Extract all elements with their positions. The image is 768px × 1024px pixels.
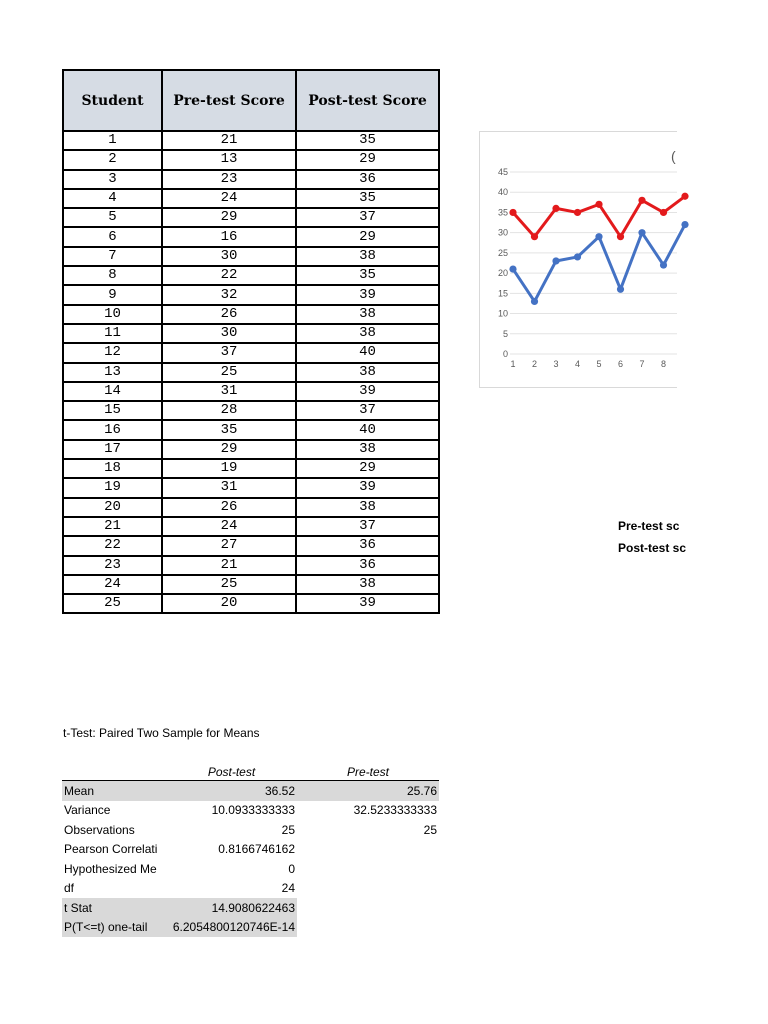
post-test-cell: 35 bbox=[296, 131, 439, 150]
y-tick-label: 0 bbox=[502, 349, 508, 359]
y-tick-label: 15 bbox=[497, 288, 508, 299]
table-row bbox=[63, 556, 439, 575]
table-row bbox=[63, 517, 439, 536]
scores-header-row bbox=[63, 70, 439, 131]
table-row bbox=[63, 324, 439, 343]
post-test-cell: 39 bbox=[296, 594, 439, 613]
ttest-post-value: 14.9080622463 bbox=[166, 898, 297, 918]
post-test-cell: 36 bbox=[296, 170, 439, 189]
ttest-post-value: 36.52 bbox=[166, 781, 297, 801]
post-test-cell: 38 bbox=[296, 575, 439, 594]
ttest-table bbox=[62, 763, 439, 937]
pre-test-cell: 16 bbox=[162, 227, 296, 246]
table-row bbox=[63, 189, 439, 208]
data-point bbox=[638, 229, 645, 236]
y-tick-label: 40 bbox=[497, 187, 508, 198]
table-row bbox=[63, 382, 439, 401]
table-row bbox=[63, 170, 439, 189]
y-tick-label: 45 bbox=[497, 167, 508, 177]
ttest-header-row bbox=[62, 763, 439, 781]
ttest-post-value: 10.0933333333 bbox=[211, 803, 295, 818]
student-cell: 24 bbox=[63, 575, 162, 594]
student-cell: 18 bbox=[63, 459, 162, 478]
post-test-cell: 29 bbox=[296, 227, 439, 246]
data-point bbox=[681, 221, 688, 228]
pre-test-cell: 32 bbox=[162, 285, 296, 304]
table-row bbox=[63, 363, 439, 382]
pre-test-cell: 21 bbox=[162, 556, 296, 575]
pre-test-cell: 27 bbox=[162, 536, 296, 555]
post-test-cell: 29 bbox=[296, 459, 439, 478]
student-cell: 25 bbox=[63, 594, 162, 613]
ttest-row bbox=[62, 859, 439, 879]
post-test-cell: 38 bbox=[296, 498, 439, 517]
table-row bbox=[63, 459, 439, 478]
pre-test-cell: 28 bbox=[162, 401, 296, 420]
scores-table bbox=[62, 69, 440, 614]
ttest-label: Pearson Correlati bbox=[64, 842, 158, 857]
table-row bbox=[63, 594, 439, 613]
y-tick-label: 30 bbox=[497, 227, 508, 238]
pre-test-cell: 24 bbox=[162, 517, 296, 536]
header-post-test-score: Post-test Score bbox=[296, 70, 439, 131]
ttest-post-value: 24 bbox=[281, 881, 295, 896]
data-point bbox=[531, 298, 538, 305]
pre-test-cell: 21 bbox=[162, 131, 296, 150]
ttest-post-value: 6.2054800120746E-14 bbox=[166, 918, 297, 938]
post-test-cell: 29 bbox=[296, 150, 439, 169]
pre-test-cell: 37 bbox=[162, 343, 296, 362]
ttest-post-value: 0 bbox=[288, 861, 295, 876]
student-cell: 20 bbox=[63, 498, 162, 517]
pre-test-cell: 26 bbox=[162, 305, 296, 324]
student-cell: 13 bbox=[63, 363, 162, 382]
x-tick-label: 5 bbox=[596, 359, 602, 369]
post-test-cell: 36 bbox=[296, 536, 439, 555]
ttest-header-pre-test: Pre-test bbox=[297, 763, 439, 781]
ttest-label: Variance bbox=[64, 803, 111, 818]
x-tick-label: 7 bbox=[639, 359, 645, 369]
ttest-pre-value bbox=[297, 859, 439, 879]
data-point bbox=[509, 209, 516, 216]
student-cell: 6 bbox=[63, 227, 162, 246]
post-test-cell: 37 bbox=[296, 517, 439, 536]
ttest-post-value: 25 bbox=[281, 822, 295, 837]
post-test-cell: 38 bbox=[296, 363, 439, 382]
table-row bbox=[63, 401, 439, 420]
student-cell: 5 bbox=[63, 208, 162, 227]
pre-test-cell: 26 bbox=[162, 498, 296, 517]
data-point bbox=[595, 201, 602, 208]
pre-test-cell: 31 bbox=[162, 382, 296, 401]
ttest-label: t Stat bbox=[62, 898, 166, 918]
ttest-pre-value: 25 bbox=[423, 822, 437, 837]
pre-test-cell: 30 bbox=[162, 324, 296, 343]
legend-post-test-label: Post-test sc bbox=[618, 541, 687, 555]
table-row bbox=[63, 575, 439, 594]
table-row bbox=[63, 227, 439, 246]
pre-test-cell: 24 bbox=[162, 189, 296, 208]
ttest-label: Observations bbox=[64, 822, 135, 837]
y-tick-label: 10 bbox=[497, 308, 508, 319]
table-row bbox=[63, 266, 439, 285]
chart-title: ( bbox=[671, 148, 676, 164]
student-cell: 15 bbox=[63, 401, 162, 420]
ttest-row bbox=[62, 840, 439, 860]
x-tick-label: 6 bbox=[617, 359, 624, 369]
table-row bbox=[63, 150, 439, 169]
ttest-label: P(T<=t) one-tail bbox=[62, 918, 166, 938]
post-test-cell: 39 bbox=[296, 285, 439, 304]
ttest-row bbox=[62, 918, 439, 938]
table-row bbox=[63, 305, 439, 324]
x-tick-label: 4 bbox=[574, 359, 581, 369]
student-cell: 1 bbox=[63, 131, 162, 150]
ttest-row bbox=[62, 879, 439, 899]
student-cell: 14 bbox=[63, 382, 162, 401]
student-cell: 7 bbox=[63, 247, 162, 266]
data-point bbox=[660, 209, 667, 216]
data-point bbox=[552, 205, 559, 212]
ttest-label: Mean bbox=[62, 781, 166, 801]
ttest-row bbox=[62, 801, 439, 821]
data-point bbox=[638, 197, 645, 204]
pre-test-cell: 35 bbox=[162, 420, 296, 439]
post-test-cell: 40 bbox=[296, 343, 439, 362]
pre-test-cell: 20 bbox=[162, 594, 296, 613]
post-test-cell: 38 bbox=[296, 247, 439, 266]
student-cell: 22 bbox=[63, 536, 162, 555]
line-chart-svg bbox=[480, 132, 677, 387]
data-point bbox=[574, 209, 581, 216]
table-row bbox=[63, 131, 439, 150]
ttest-row bbox=[62, 898, 439, 918]
data-point bbox=[509, 265, 516, 272]
data-point bbox=[552, 257, 559, 264]
post-test-cell: 35 bbox=[296, 189, 439, 208]
pre-test-cell: 13 bbox=[162, 150, 296, 169]
ttest-header-blank bbox=[62, 763, 166, 781]
pre-test-cell: 31 bbox=[162, 478, 296, 497]
post-test-cell: 40 bbox=[296, 420, 439, 439]
ttest-pre-value bbox=[297, 898, 439, 918]
table-row bbox=[63, 285, 439, 304]
x-tick-label: 3 bbox=[553, 359, 559, 369]
post-test-cell: 39 bbox=[296, 478, 439, 497]
ttest-pre-value bbox=[297, 879, 439, 899]
student-cell: 9 bbox=[63, 285, 162, 304]
pre-test-cell: 19 bbox=[162, 459, 296, 478]
data-point bbox=[617, 286, 624, 293]
post-test-cell: 38 bbox=[296, 440, 439, 459]
student-cell: 17 bbox=[63, 440, 162, 459]
student-cell: 11 bbox=[63, 324, 162, 343]
ttest-label: Hypothesized Me bbox=[64, 861, 157, 876]
data-point bbox=[681, 193, 688, 200]
table-row bbox=[63, 478, 439, 497]
ttest-label: df bbox=[64, 881, 75, 896]
table-row bbox=[63, 208, 439, 227]
table-row bbox=[63, 343, 439, 362]
ttest-title: t-Test: Paired Two Sample for Means bbox=[63, 726, 260, 740]
post-test-cell: 37 bbox=[296, 401, 439, 420]
pre-test-cell: 29 bbox=[162, 208, 296, 227]
ttest-row bbox=[62, 781, 439, 801]
student-cell: 23 bbox=[63, 556, 162, 575]
student-cell: 21 bbox=[63, 517, 162, 536]
post-test-cell: 39 bbox=[296, 382, 439, 401]
pre-test-cell: 25 bbox=[162, 575, 296, 594]
legend-pre-test-label: Pre-test sc bbox=[618, 519, 680, 533]
y-tick-label: 5 bbox=[502, 328, 508, 339]
student-cell: 19 bbox=[63, 478, 162, 497]
table-row bbox=[63, 440, 439, 459]
data-point bbox=[531, 233, 538, 240]
data-point bbox=[660, 261, 667, 268]
student-cell: 16 bbox=[63, 420, 162, 439]
student-cell: 12 bbox=[63, 343, 162, 362]
header-pre-test-score: Pre-test Score bbox=[162, 70, 296, 131]
student-cell: 4 bbox=[63, 189, 162, 208]
y-tick-label: 25 bbox=[497, 247, 508, 258]
line-chart bbox=[479, 131, 677, 388]
ttest-pre-value: 32.5233333333 bbox=[353, 803, 437, 818]
ttest-row bbox=[62, 820, 439, 840]
ttest-pre-value bbox=[297, 918, 439, 938]
ttest-pre-value: 25.76 bbox=[297, 781, 439, 801]
table-row bbox=[63, 420, 439, 439]
student-cell: 10 bbox=[63, 305, 162, 324]
post-test-cell: 36 bbox=[296, 556, 439, 575]
data-point bbox=[617, 233, 624, 240]
data-point bbox=[574, 253, 581, 260]
student-cell: 3 bbox=[63, 170, 162, 189]
post-test-cell: 37 bbox=[296, 208, 439, 227]
ttest-header-post-test: Post-test bbox=[166, 763, 297, 781]
post-test-cell: 38 bbox=[296, 305, 439, 324]
table-row bbox=[63, 247, 439, 266]
table-row bbox=[63, 498, 439, 517]
x-tick-label: 8 bbox=[660, 359, 667, 369]
y-tick-label: 20 bbox=[497, 268, 508, 279]
student-cell: 8 bbox=[63, 266, 162, 285]
table-row bbox=[63, 536, 439, 555]
student-cell: 2 bbox=[63, 150, 162, 169]
pre-test-cell: 22 bbox=[162, 266, 296, 285]
data-point bbox=[595, 233, 602, 240]
post-test-cell: 35 bbox=[296, 266, 439, 285]
pre-test-cell: 23 bbox=[162, 170, 296, 189]
pre-test-cell: 30 bbox=[162, 247, 296, 266]
x-tick-label: 2 bbox=[531, 359, 538, 369]
pre-test-cell: 29 bbox=[162, 440, 296, 459]
x-tick-label: 1 bbox=[510, 359, 516, 369]
pre-test-cell: 25 bbox=[162, 363, 296, 382]
ttest-pre-value bbox=[297, 840, 439, 860]
ttest-post-value: 0.8166746162 bbox=[218, 842, 295, 857]
post-test-cell: 38 bbox=[296, 324, 439, 343]
y-tick-label: 35 bbox=[497, 207, 508, 218]
header-student: Student bbox=[63, 70, 162, 131]
